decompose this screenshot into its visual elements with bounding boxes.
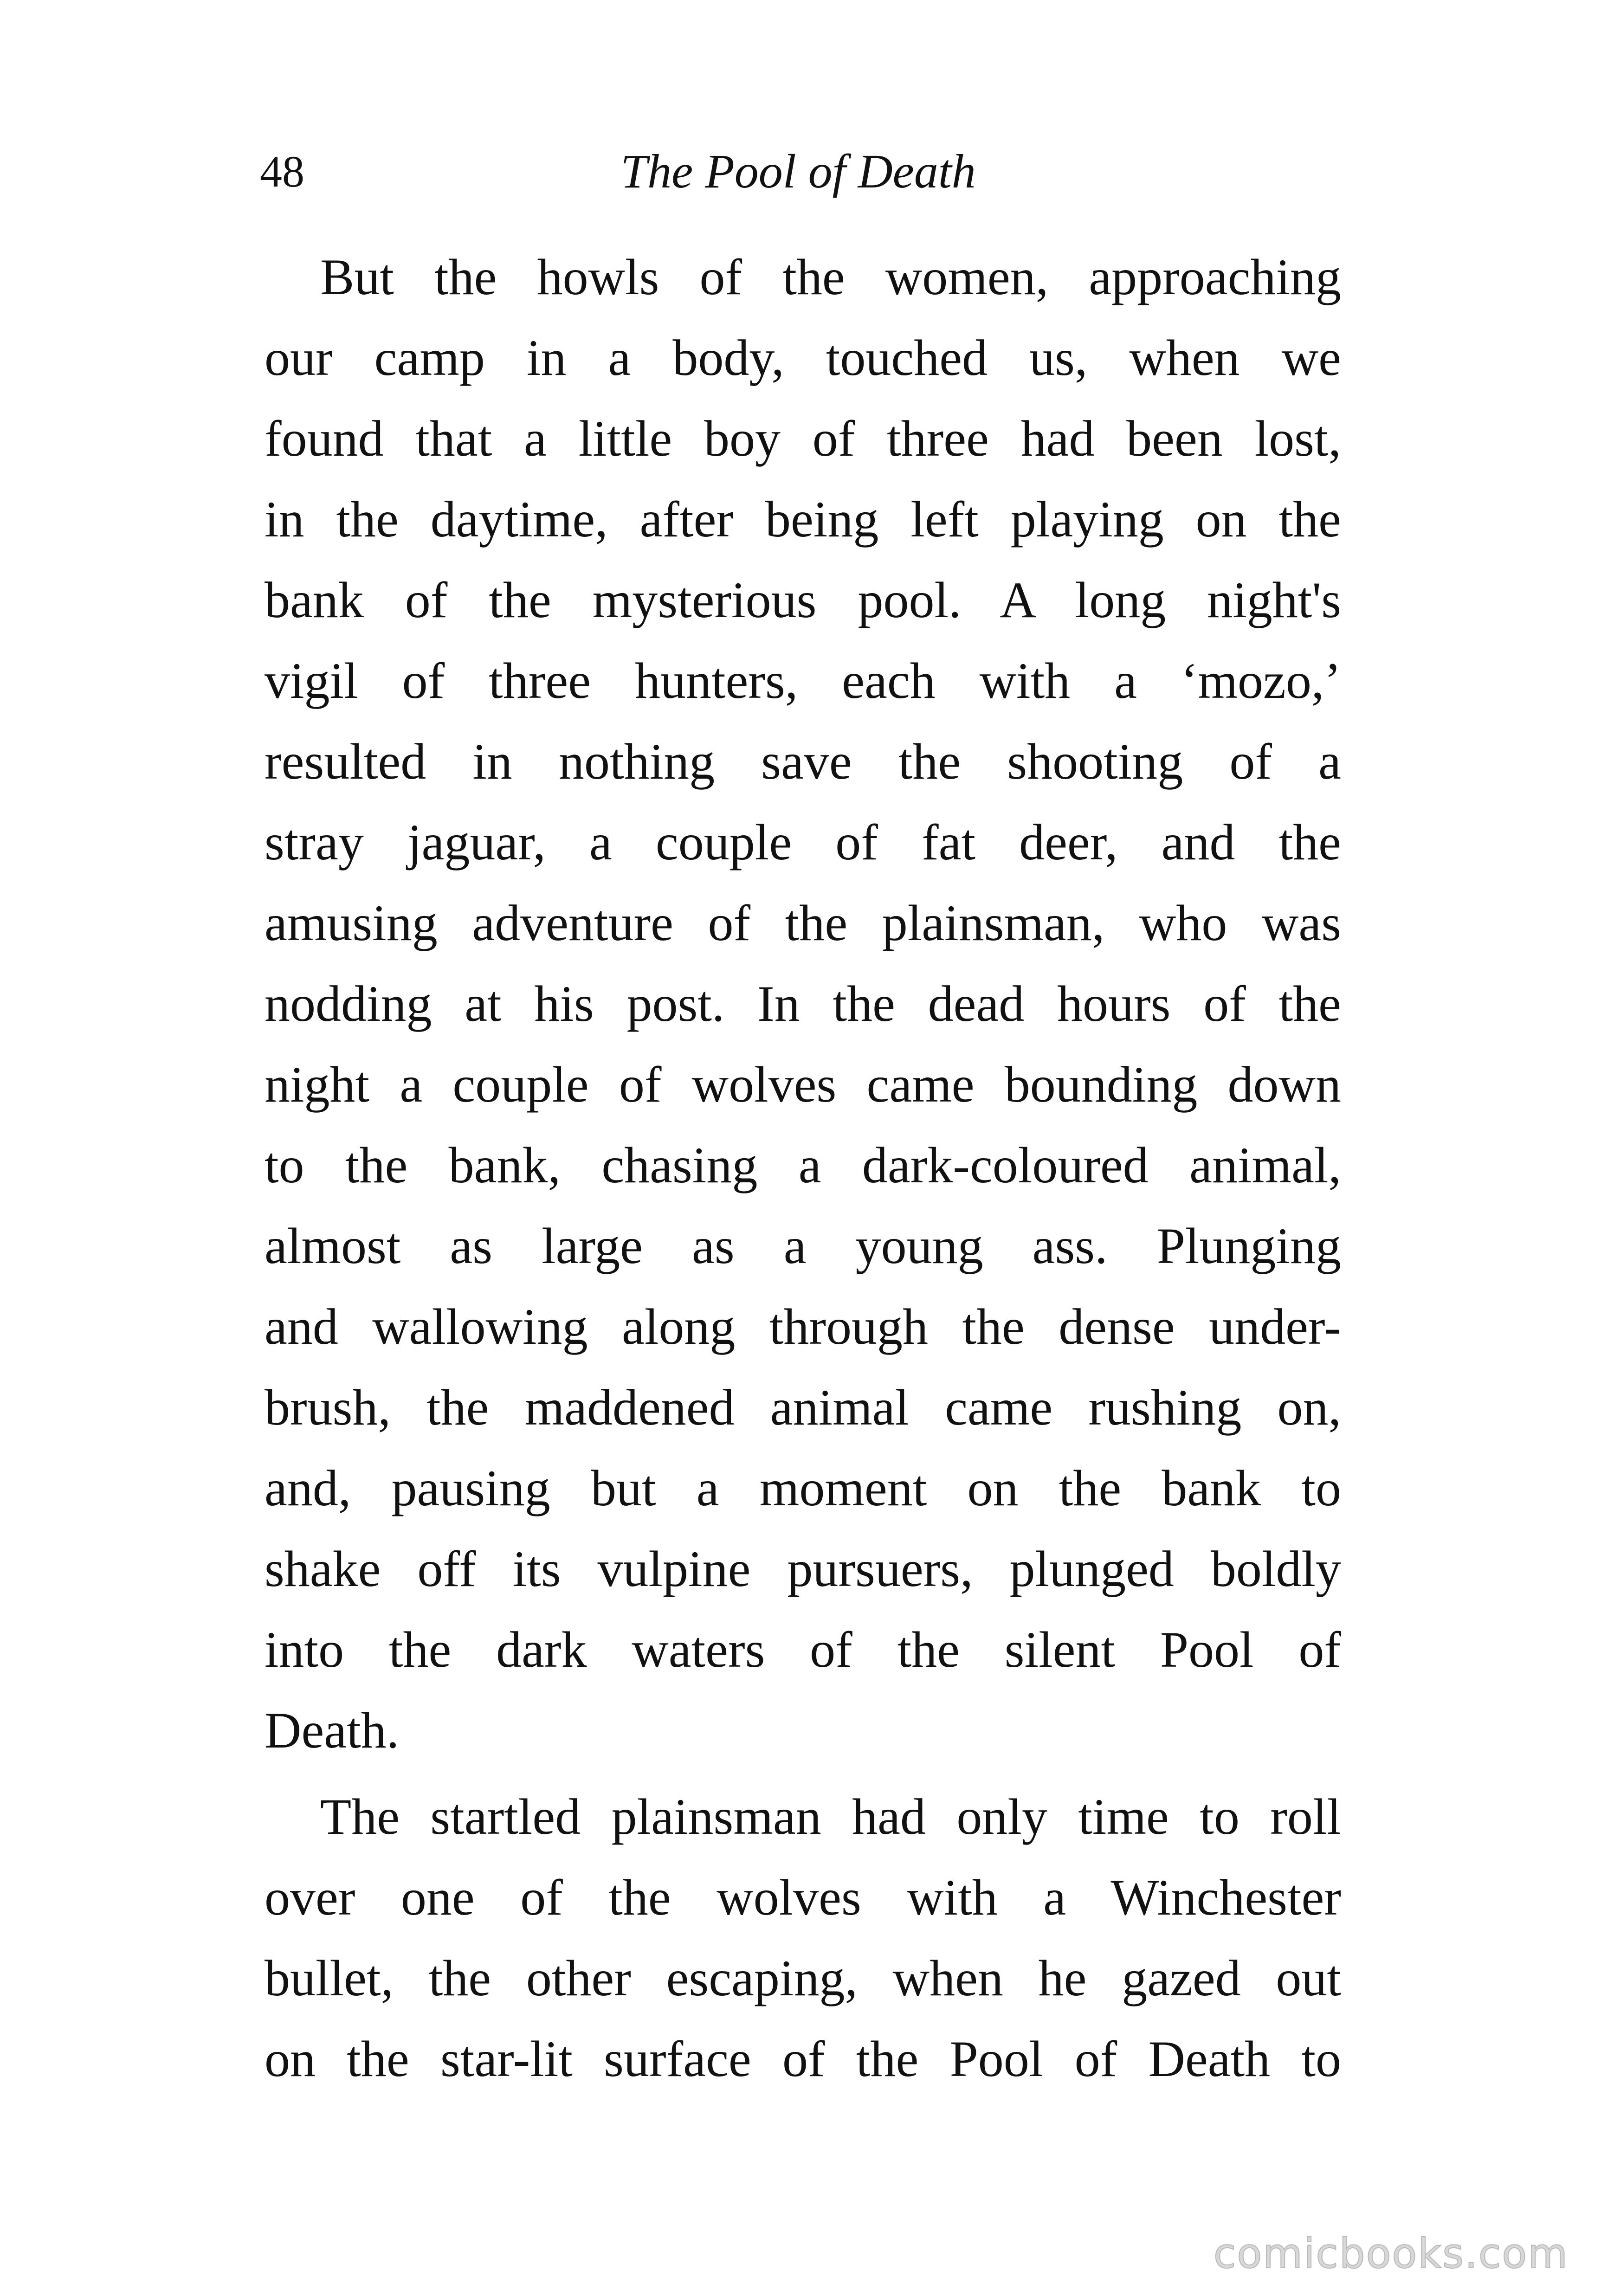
text-line: shake off its vulpine pursuers, plunged boldly [265,1541,1341,1597]
text-line: bank of the mysterious pool. A long night's [265,572,1341,628]
text-line: vigil of three hunters, each with a ‘mozo,’ [265,652,1341,709]
paragraph [265,237,1341,1771]
body-text [265,237,1341,2099]
text-line: over one of the wolves with a Winchester [265,1869,1341,1926]
text-line: But the howls of the women, approaching [320,249,1341,305]
text-line: and wallowing along through the dense under- [265,1298,1341,1355]
page-number: 48 [260,147,304,196]
text-line: resulted in nothing save the shooting of a [265,733,1341,790]
text-line: on the star-lit surface of the Pool of Death to [265,2031,1341,2087]
text-line: to the bank, chasing a dark-coloured animal, [265,1137,1341,1193]
text-line: in the daytime, after being left playing on the [265,491,1341,548]
text-line: brush, the maddened animal came rushing on, [265,1379,1341,1436]
text-line: almost as large as a young ass. Plunging [265,1218,1341,1274]
text-line: and, pausing but a moment on the bank to [265,1460,1341,1516]
text-line: into the dark waters of the silent Pool of [265,1621,1341,1678]
paragraph [265,1776,1341,2099]
page-header [260,135,1336,209]
text-line: bullet, the other escaping, when he gazed out [265,1950,1341,2006]
watermark: comicbooks.com [1213,2230,1569,2277]
text-line: our camp in a body, touched us, when we [265,329,1341,386]
text-line: The startled plainsman had only time to roll [320,1788,1341,1845]
text-line: Death. [265,1702,400,1759]
text-line: night a couple of wolves came bounding down [265,1056,1341,1113]
running-title: The Pool of Death [620,145,976,198]
text-line: amusing adventure of the plainsman, who was [265,895,1341,951]
text-line: nodding at his post. In the dead hours of the [265,975,1341,1032]
text-line: stray jaguar, a couple of fat deer, and the [265,814,1341,871]
text-line: found that a little boy of three had been lost, [265,410,1341,467]
